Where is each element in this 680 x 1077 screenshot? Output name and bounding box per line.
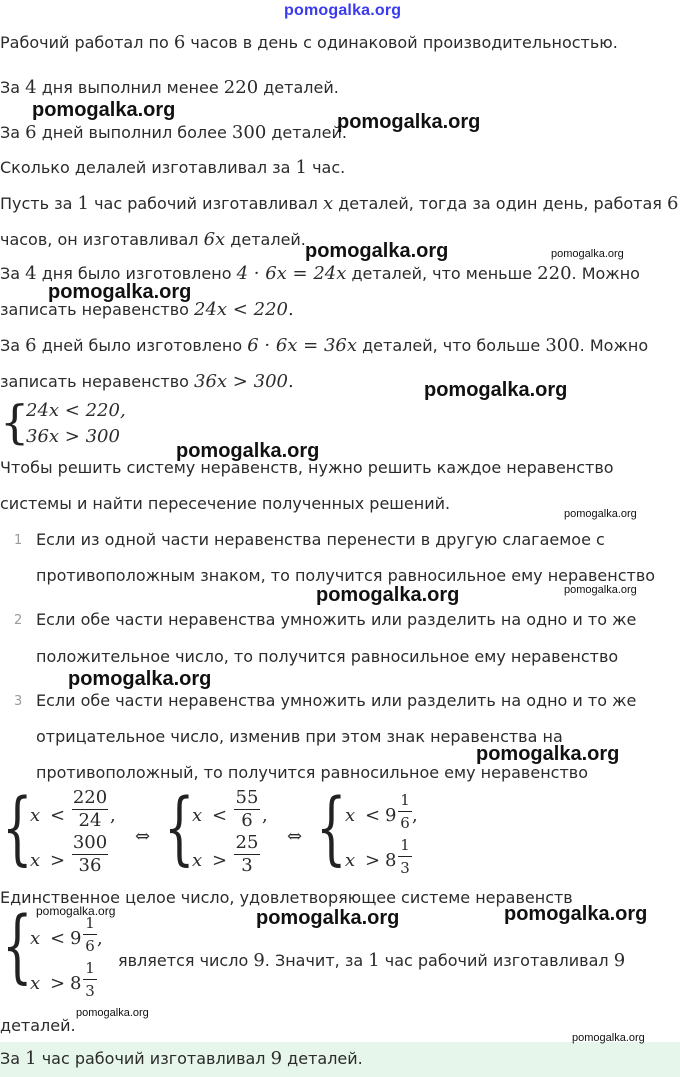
watermark: pomogalka.org: [256, 907, 400, 929]
text-line-8: записать неравенство 24x < 220.: [0, 299, 294, 320]
system-ineq-1: 24x < 220,: [26, 400, 126, 421]
list-number-1: 1: [14, 533, 23, 548]
watermark: pomogalka.org: [476, 743, 620, 765]
watermark: pomogalka.org: [32, 99, 176, 121]
text-line-5: Пусть за 1 час рабочий изготавливал x деталей, тогда за один день, работая 6: [0, 193, 679, 214]
sol-b-x2: x: [192, 850, 203, 871]
system-brace: {: [0, 395, 30, 449]
watermark: pomogalka.org: [572, 1032, 645, 1044]
concl-whole-9: 9: [70, 928, 82, 949]
conclusion-line-3: деталей.: [0, 1016, 76, 1035]
sol-a-lt: <: [50, 805, 66, 826]
fraction-25-3: 25 3: [235, 832, 259, 876]
watermark: pomogalka.org: [76, 1007, 149, 1019]
sol-a-comma: ,: [110, 805, 116, 826]
text-line-4: Сколько делалей изготавливал за 1 час.: [0, 157, 346, 178]
concl-lt: <: [50, 928, 66, 949]
solution-brace-3: {: [316, 781, 347, 874]
text-line-1: Рабочий работал по 6 часов в день с одинаковой производительностью.: [0, 32, 618, 53]
sol-b-x1: x: [192, 805, 203, 826]
sol-c-x2: x: [345, 850, 356, 871]
conclusion-brace: {: [2, 899, 33, 992]
text-line-9: За 6 дней было изготовлено 6 · 6x = 36x деталей, что больше 300. Можно: [0, 335, 649, 356]
text-line-7: За 4 дня было изготовлено 4 · 6x = 24x деталей, что меньше 220. Можно: [0, 263, 640, 284]
list-item-2-line-2: положительное число, то получится равносильное ему неравенство: [36, 647, 619, 666]
equiv-arrow-1: ⇔: [135, 826, 151, 847]
watermark: pomogalka.org: [68, 668, 212, 690]
fraction-1-6: 1 6: [398, 790, 412, 833]
fraction-1-3: 1 3: [398, 835, 412, 878]
sol-a-x1: x: [30, 805, 41, 826]
text-line-3: За 6 дней выполнил более 300 деталей.: [0, 122, 347, 143]
sol-c-whole-9: 9: [385, 805, 397, 826]
sol-c-lt: <: [365, 805, 381, 826]
solution-brace-1: {: [2, 781, 33, 874]
sol-c-comma: ,: [412, 805, 418, 826]
concl-x1: x: [30, 928, 41, 949]
watermark: pomogalka.org: [176, 440, 320, 462]
text-line-2: За 4 дня выполнил менее 220 деталей.: [0, 77, 339, 98]
watermark: pomogalka.org: [564, 584, 637, 596]
concl-whole-8: 8: [70, 973, 82, 994]
answer-box: [0, 1042, 680, 1077]
sol-c-gt: >: [365, 850, 381, 871]
watermark: pomogalka.org: [316, 584, 460, 606]
concl-fraction-1-3: 1 3: [83, 958, 97, 1001]
watermark: pomogalka.org: [36, 904, 116, 918]
watermark: pomogalka.org: [305, 240, 449, 262]
list-number-2: 2: [14, 613, 23, 628]
conclusion-line-1: Единственное целое число, удовлетворяющее системе неравенств: [0, 888, 573, 907]
text-line-10: записать неравенство 36x > 300.: [0, 371, 294, 392]
list-item-3-line-2: отрицательное число, изменив при этом знак неравенства на: [36, 727, 563, 746]
text-line-11: Чтобы решить систему неравенств, нужно решить каждое неравенство: [0, 458, 614, 477]
list-item-1-line-1: Если из одной части неравенства перенести в другую слагаемое с: [36, 530, 605, 549]
watermark-top[interactable]: pomogalka.org: [284, 2, 402, 19]
system-ineq-2: 36x > 300: [26, 426, 120, 447]
watermark: pomogalka.org: [337, 111, 481, 133]
list-item-3-line-3: противоположный, то получится равносильное ему неравенство: [36, 763, 588, 782]
concl-comma: ,: [97, 928, 103, 949]
text-line-12: системы и найти пересечение полученных решений.: [0, 494, 451, 513]
watermark: pomogalka.org: [424, 379, 568, 401]
sol-a-x2: x: [30, 850, 41, 871]
sol-c-whole-8: 8: [385, 850, 397, 871]
watermark: pomogalka.org: [504, 903, 648, 925]
fraction-220-24: 220 24: [72, 787, 108, 831]
sol-b-lt: <: [212, 805, 228, 826]
solution-brace-2: {: [164, 781, 195, 874]
list-item-2-line-1: Если обе части неравенства умножить или разделить на одно и то же: [36, 610, 637, 629]
equiv-arrow-2: ⇔: [287, 826, 303, 847]
concl-gt: >: [50, 973, 66, 994]
conclusion-line-2: является число 9. Значит, за 1 час рабочий изготавливал 9: [118, 950, 626, 971]
list-number-3: 3: [14, 694, 23, 709]
concl-x2: x: [30, 973, 41, 994]
text-line-6: часов, он изготавливал 6x деталей.: [0, 229, 306, 250]
sol-a-gt: >: [50, 850, 66, 871]
sol-c-x1: x: [345, 805, 356, 826]
fraction-55-6: 55 6: [235, 787, 259, 831]
watermark: pomogalka.org: [48, 281, 192, 303]
sol-b-gt: >: [212, 850, 228, 871]
list-item-3-line-1: Если обе части неравенства умножить или разделить на одно и то же: [36, 691, 637, 710]
answer-text: За 1 час рабочий изготавливал 9 деталей.: [0, 1048, 363, 1069]
sol-b-comma: ,: [262, 805, 268, 826]
watermark: pomogalka.org: [564, 508, 637, 520]
watermark: pomogalka.org: [551, 248, 624, 260]
concl-fraction-1-6: 1 6: [83, 913, 97, 956]
list-item-1-line-2: противоположным знаком, то получится равносильное ему неравенство: [36, 566, 656, 585]
fraction-300-36: 300 36: [72, 832, 108, 876]
